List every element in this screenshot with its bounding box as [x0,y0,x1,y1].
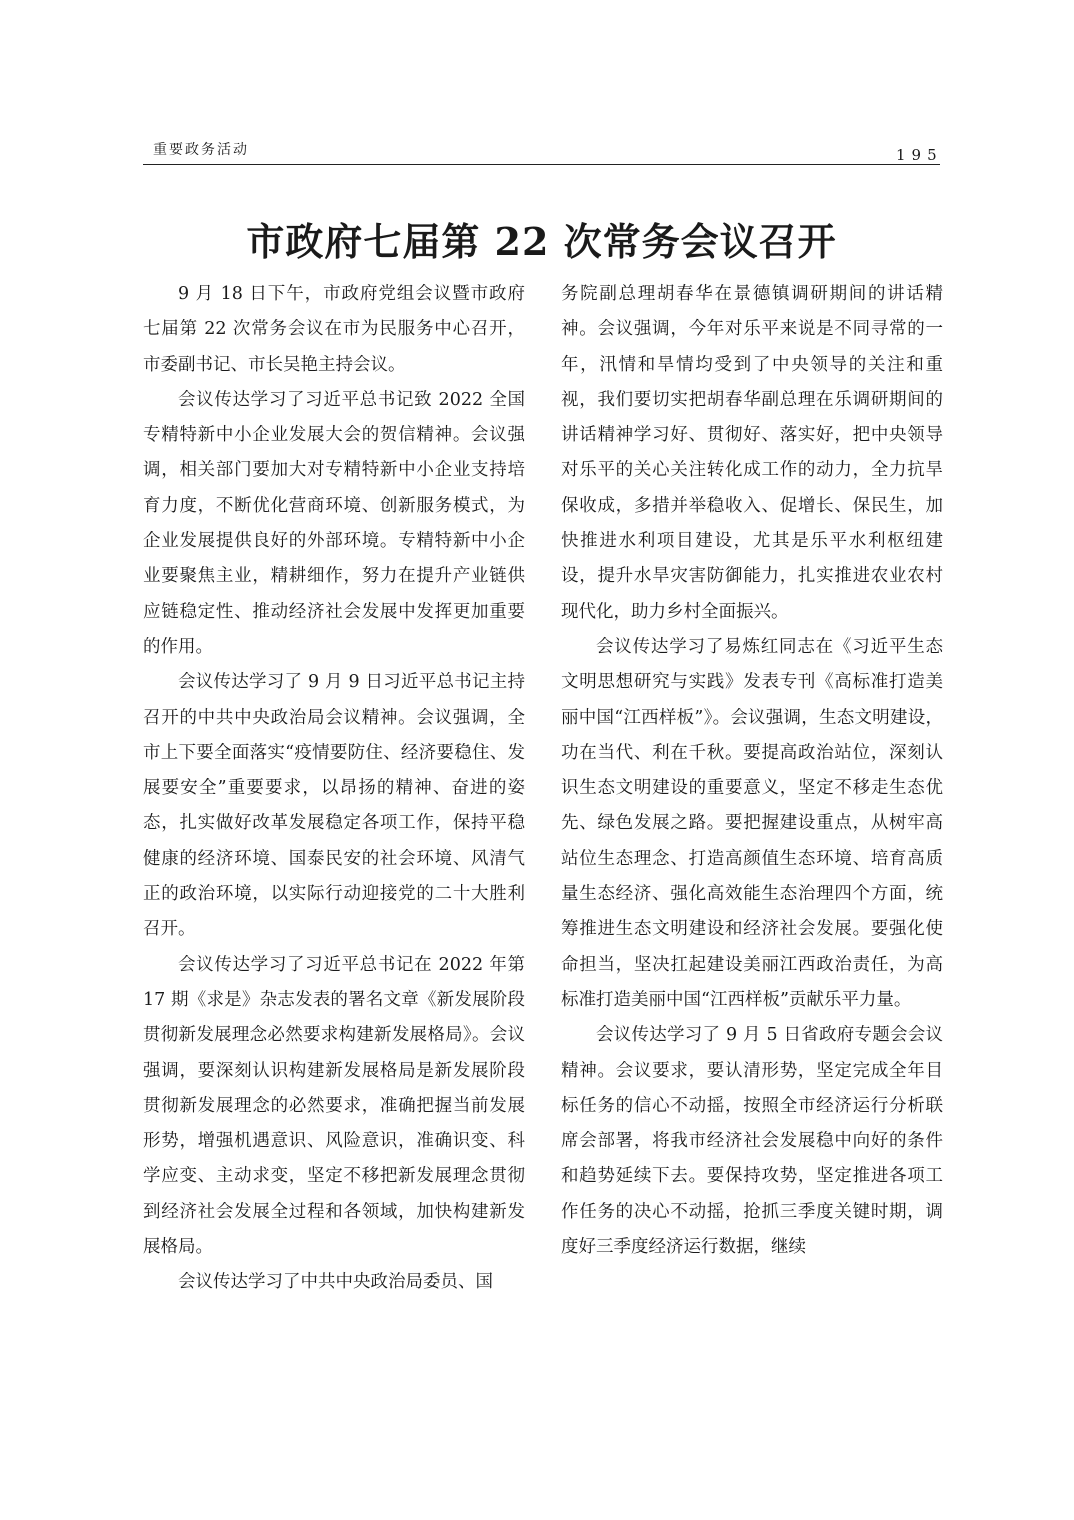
paragraph: 会议传达学习了易炼红同志在《习近平生态文明思想研究与实践》发表专刊《高标准打造美丽中国“江西样板”》。会议强调，生态文明建设，功在当代、利在千秋。要提高政治站位，深刻认识生态文明建设的重要意义，坚定不移走生态优先、绿色发展之路。要把握建设重点，从树牢高站位生态理念、打造高颜值生态环境、培育高质量生态经济、强化高效能生态治理四个方面，统筹推进生态文明建设和经济社会发展。要强化使命担当，坚决扛起建设美丽江西政治责任，为高标准打造美丽中国“江西样板”贡献乐平力量。 [561,636,943,1010]
paragraph: 会议传达学习了中共中央政治局委员、国 [178,1272,493,1293]
paragraph: 会议传达学习了 9 月 9 日习近平总书记主持召开的中共中央政治局会议精神。会议强调，全市上下要全面落实“疫情要防住、经济要稳住、发展要安全”重要要求，以昂扬的精神、奋进的姿态，扎实做好改革发展稳定各项工作，保持平稳健康的经济环境、国泰民安的社会环境、风清气正的政治环境，以实际行动迎接党的二十大胜利召开。 [143,672,525,940]
paragraph-continued: 务院副总理胡春华在景德镇调研期间的讲话精神。会议强调，今年对乐平来说是不同寻常的一年，汛情和旱情均受到了中央领导的关注和重视，我们要切实把胡春华副总理在乐调研期间的讲话精神学习好、贯彻好、落实好，把中央领导对乐平的关心关注转化成工作的动力，全力抗旱保收成，多措并举稳收入、促增长、保民生，加快推进水利项目建设，尤其是乐平水利枢纽建设，提升水旱灾害防御能力，扎实推进农业农村现代化，助力乡村全面振兴。 [561,284,943,622]
header-divider [143,164,940,165]
right-column [561,277,943,1265]
page-number: 195 [896,146,943,164]
paragraph: 9 月 18 日下午，市政府党组会议暨市政府七届第 22 次常务会议在市为民服务中心召开，市委副书记、市长吴艳主持会议。 [143,284,525,375]
running-header-section: 重要政务活动 [153,142,249,158]
paragraph: 会议传达学习了 9 月 5 日省政府专题会会议精神。会议要求，要认清形势，坚定完成全年目标任务的信心不动摇，按照全市经济运行分析联席会部署，将我市经济社会发展稳中向好的条件和趋势延续下去。要保持攻势，坚定推进各项工作任务的决心不动摇，抢抓三季度关键时期，调度好三季度经济运行数据，继续 [561,1025,943,1258]
article-title: 市政府七届第 22 次常务会议召开 [246,219,837,265]
paragraph: 会议传达学习了习近平总书记致 2022 全国专精特新中小企业发展大会的贺信精神。会议强调，相关部门要加大对专精特新中小企业支持培育力度，不断优化营商环境、创新服务模式，为企业发展提供良好的外部环境。专精特新中小企业要聚焦主业，精耕细作，努力在提升产业链供应链稳定性、推动经济社会发展中发挥更加重要的作用。 [143,389,525,657]
paragraph: 会议传达学习了习近平总书记在 2022 年第 17 期《求是》杂志发表的署名文章《新发展阶段贯彻新发展理念必然要求构建新发展格局》。会议强调，要深刻认识构建新发展格局是新发展阶段贯彻新发展理念的必然要求，准确把握当前发展形势，增强机遇意识、风险意识，准确识变、科学应变、主动求变，坚定不移把新发展理念贯彻到经济社会发展全过程和各领域，加快构建新发展格局。 [143,954,525,1258]
left-column [143,277,525,1301]
